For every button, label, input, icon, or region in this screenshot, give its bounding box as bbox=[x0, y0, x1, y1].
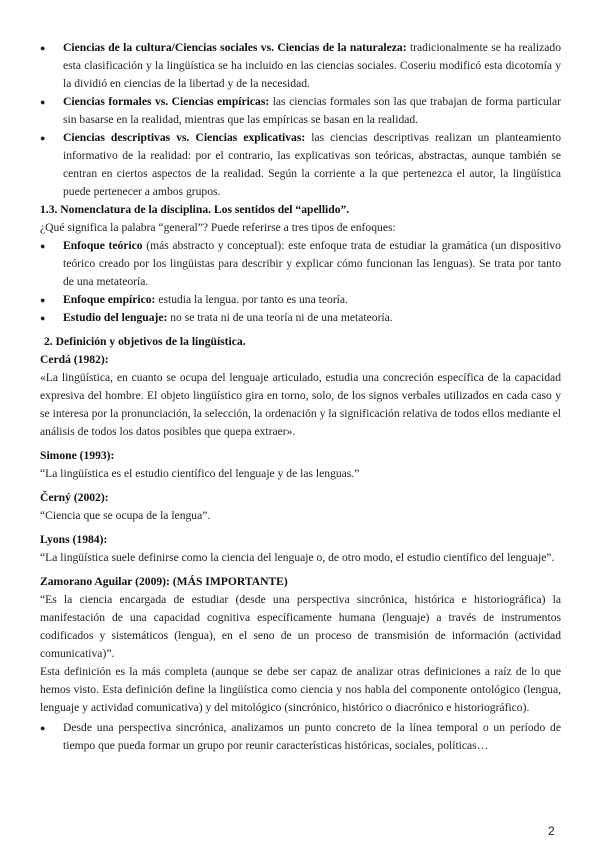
list-item bbox=[40, 129, 561, 201]
text: las ciencias formales son las que trabajan de forma particular sin basarse en la realidad, mientras que las empíricas se basan en la realidad. bbox=[63, 95, 561, 126]
term: Ciencias formales vs. Ciencias empíricas: bbox=[63, 95, 270, 108]
list-item bbox=[40, 39, 561, 93]
author-heading: Zamorano Aguilar (2009): (MÁS IMPORTANTE) bbox=[40, 575, 288, 588]
list-item bbox=[40, 237, 561, 291]
section-heading: 2. Definición y objetivos de la lingüística. bbox=[44, 335, 246, 348]
page-number: 2 bbox=[548, 824, 555, 838]
definition-quote: “Ciencia que se ocupa de la lengua”. bbox=[40, 509, 211, 522]
section-intro: ¿Qué significa la palabra “general”? Puede referirse a tres tipos de enfoques: bbox=[40, 221, 396, 234]
text: no se trata ni de una teoría ni de una metateoría. bbox=[167, 311, 393, 324]
definition-quote: “La lingüística suele definirse como la ciencia del lenguaje o, de otro modo, el estudio científico del lenguaje”. bbox=[40, 551, 555, 564]
term: Estudio del lenguaje: bbox=[63, 311, 168, 324]
text: las ciencias descriptivas realizan un planteamiento informativo de la realidad: por el contrario, las explicativas son teóricas, abstractas, aunque también se centran en ciertos aspectos de la realidad. Según la corriente a la que pertenezca el autor, la lingüística puede pertenecer a ambos grupos. bbox=[63, 131, 561, 198]
list-item bbox=[40, 291, 561, 309]
definition-quote: “La lingüística es el estudio científico del lenguaje y de las lenguas.” bbox=[40, 467, 360, 480]
term: Enfoque teórico bbox=[63, 239, 143, 252]
author-heading: Černý (2002): bbox=[40, 491, 109, 504]
author-heading: Lyons (1984): bbox=[40, 533, 108, 546]
definition-quote: “Es la ciencia encargada de estudiar (desde una perspectiva sincrónica, histórica e historiográfica) la manifestación de una capacidad cognitiva específicamente humana (lenguaje) a través de instrumentos codificados y sistemáticos (lengua), en el seno de un proceso de transmisión de información (actividad comunicativa)”. bbox=[40, 593, 561, 660]
author-heading: Cerdá (1982): bbox=[40, 353, 109, 366]
commentary: Esta definición es la más completa (aunque se debe ser capaz de analizar otras definiciones a raíz de lo que hemos visto. Esta definición define la lingüística como ciencia y nos habla del componente ontológico (lengua, lenguaje y actividad comunicativa) y del mitológico (sincrónico, histórico o diacrónico e historiográfico). bbox=[40, 665, 561, 714]
term: Ciencias de la cultura/Ciencias sociales vs. Ciencias de la naturaleza: bbox=[63, 41, 407, 54]
list-item bbox=[40, 93, 561, 129]
science-classification-list bbox=[40, 39, 561, 201]
section-1-3 bbox=[40, 201, 561, 327]
text: estudia la lengua. por tanto es una teoría. bbox=[155, 293, 348, 306]
list-item bbox=[40, 309, 561, 327]
text: tradicionalmente se ha realizado esta clasificación y la lingüística se ha incluido en las ciencias sociales. Coseriu modificó esta dicotomía y la dividió en ciencias de la libertad y de la necesidad. bbox=[63, 41, 561, 90]
author-heading: Simone (1993): bbox=[40, 449, 115, 462]
term: Enfoque empírico: bbox=[63, 293, 156, 306]
section-heading: 1.3. Nomenclatura de la disciplina. Los sentidos del “apellido”. bbox=[40, 203, 350, 216]
section-2 bbox=[40, 333, 561, 755]
definition-quote: «La lingüística, en cuanto se ocupa del lenguaje articulado, estudia una concreción específica de la capacidad expresiva del hombre. El objeto lingüístico gira en torno, solo, de los signos verbales utilizados en cada caso y se interesa por la pronunciación, la selección, la ordenación y la significación relativa de todos ellos mediante el análisis de todos los datos posibles que quepa extraer». bbox=[40, 371, 561, 438]
text: (más abstracto y conceptual): este enfoque trata de estudiar la gramática (un dispositivo teórico creado por los lingüistas para describir y explicar cómo funcionan las lenguas). Se trata por tanto de una metateoría. bbox=[63, 239, 561, 288]
list-item: ● Desde una perspectiva sincrónica, analizamos un punto concreto de la línea temporal o un período de tiempo que pueda formar un grupo por reunir características históricas, sociales, políticas… bbox=[40, 719, 561, 755]
term: Ciencias descriptivas vs. Ciencias explicativas: bbox=[63, 131, 306, 144]
